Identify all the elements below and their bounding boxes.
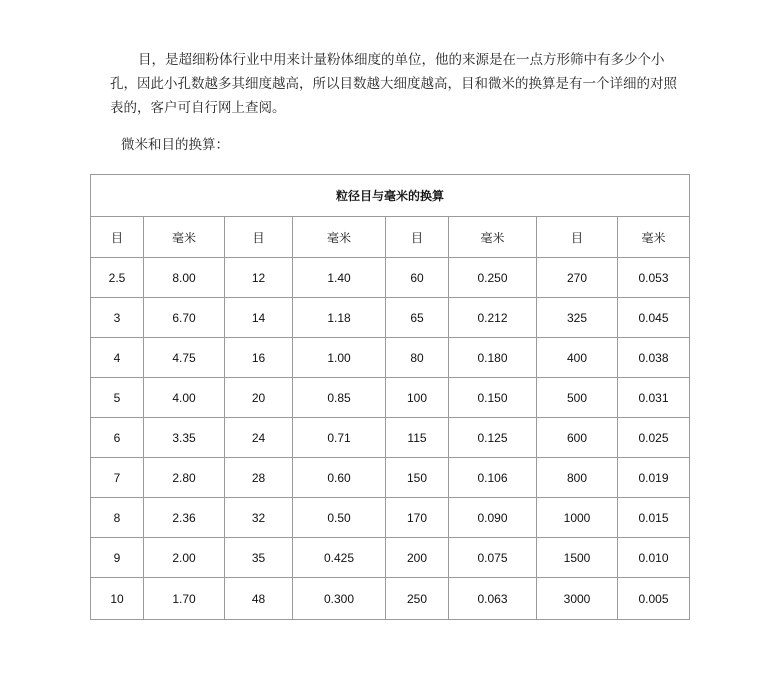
mm-cell: 2.80: [144, 458, 225, 498]
mesh-cell: 6: [91, 418, 144, 458]
table-row: [91, 418, 690, 458]
mesh-cell: 24: [225, 418, 293, 458]
intro-paragraph: 目，是超细粉体行业中用来计量粉体细度的单位，他的来源是在一点方形筛中有多少个小孔，因此小孔数越多其细度越高，所以目数越大细度越高，目和微米的换算是有一个详细的对照表的，客户可自行网上查阅。: [110, 52, 677, 116]
mm-cell: 0.60: [293, 458, 386, 498]
mm-cell: 2.36: [144, 498, 225, 538]
mesh-cell: 325: [537, 298, 618, 338]
mm-cell: 1.00: [293, 338, 386, 378]
mm-cell: 8.00: [144, 258, 225, 298]
header-mm: 毫米: [293, 217, 386, 258]
mesh-cell: 200: [386, 538, 449, 578]
mesh-mm-conversion-table: [90, 174, 690, 620]
mesh-cell: 48: [225, 578, 293, 620]
table-row: [91, 338, 690, 378]
section-subheading: 微米和目的换算：: [121, 137, 229, 153]
mm-cell: 0.50: [293, 498, 386, 538]
header-mesh: 目: [225, 217, 293, 258]
mesh-cell: 150: [386, 458, 449, 498]
mm-cell: 0.71: [293, 418, 386, 458]
table-header-row: [91, 217, 690, 258]
table-row: [91, 538, 690, 578]
mesh-cell: 60: [386, 258, 449, 298]
mesh-cell: 270: [537, 258, 618, 298]
mesh-cell: 2.5: [91, 258, 144, 298]
mesh-cell: 65: [386, 298, 449, 338]
mm-cell: 0.031: [618, 378, 690, 418]
table-row: [91, 258, 690, 298]
mesh-cell: 5: [91, 378, 144, 418]
mm-cell: 0.250: [449, 258, 537, 298]
mesh-cell: 80: [386, 338, 449, 378]
mm-cell: 0.300: [293, 578, 386, 620]
header-mm: 毫米: [449, 217, 537, 258]
mesh-cell: 1000: [537, 498, 618, 538]
mm-cell: 0.053: [618, 258, 690, 298]
mesh-cell: 400: [537, 338, 618, 378]
mesh-cell: 7: [91, 458, 144, 498]
mm-cell: 6.70: [144, 298, 225, 338]
table-row: [91, 458, 690, 498]
mm-cell: 0.125: [449, 418, 537, 458]
header-mm: 毫米: [618, 217, 690, 258]
mm-cell: 0.85: [293, 378, 386, 418]
mm-cell: 0.150: [449, 378, 537, 418]
mesh-cell: 4: [91, 338, 144, 378]
mesh-cell: 20: [225, 378, 293, 418]
mm-cell: 0.005: [618, 578, 690, 620]
mesh-cell: 3: [91, 298, 144, 338]
table-row: [91, 298, 690, 338]
table-title: 粒径目与毫米的换算: [91, 175, 690, 217]
mesh-cell: 170: [386, 498, 449, 538]
mm-cell: 0.025: [618, 418, 690, 458]
mesh-cell: 100: [386, 378, 449, 418]
mm-cell: 1.40: [293, 258, 386, 298]
table-row: [91, 378, 690, 418]
mm-cell: 4.00: [144, 378, 225, 418]
mm-cell: 1.18: [293, 298, 386, 338]
mm-cell: 0.075: [449, 538, 537, 578]
mesh-cell: 28: [225, 458, 293, 498]
mm-cell: 0.019: [618, 458, 690, 498]
mm-cell: 0.090: [449, 498, 537, 538]
mm-cell: 0.212: [449, 298, 537, 338]
mesh-cell: 8: [91, 498, 144, 538]
mesh-cell: 16: [225, 338, 293, 378]
table-row: [91, 498, 690, 538]
mm-cell: 0.106: [449, 458, 537, 498]
mesh-cell: 800: [537, 458, 618, 498]
mm-cell: 0.010: [618, 538, 690, 578]
mesh-cell: 500: [537, 378, 618, 418]
mesh-cell: 12: [225, 258, 293, 298]
header-mm: 毫米: [144, 217, 225, 258]
mm-cell: 2.00: [144, 538, 225, 578]
header-mesh: 目: [91, 217, 144, 258]
mm-cell: 0.045: [618, 298, 690, 338]
table-row: [91, 578, 690, 620]
mesh-cell: 250: [386, 578, 449, 620]
header-mesh: 目: [537, 217, 618, 258]
mm-cell: 3.35: [144, 418, 225, 458]
mm-cell: 0.015: [618, 498, 690, 538]
mesh-cell: 14: [225, 298, 293, 338]
mesh-cell: 9: [91, 538, 144, 578]
mm-cell: 0.063: [449, 578, 537, 620]
mm-cell: 0.180: [449, 338, 537, 378]
mesh-cell: 35: [225, 538, 293, 578]
mesh-cell: 115: [386, 418, 449, 458]
mm-cell: 0.038: [618, 338, 690, 378]
mesh-cell: 32: [225, 498, 293, 538]
mm-cell: 1.70: [144, 578, 225, 620]
mm-cell: 0.425: [293, 538, 386, 578]
header-mesh: 目: [386, 217, 449, 258]
mm-cell: 4.75: [144, 338, 225, 378]
mesh-cell: 10: [91, 578, 144, 620]
mesh-cell: 3000: [537, 578, 618, 620]
mesh-cell: 600: [537, 418, 618, 458]
mesh-cell: 1500: [537, 538, 618, 578]
